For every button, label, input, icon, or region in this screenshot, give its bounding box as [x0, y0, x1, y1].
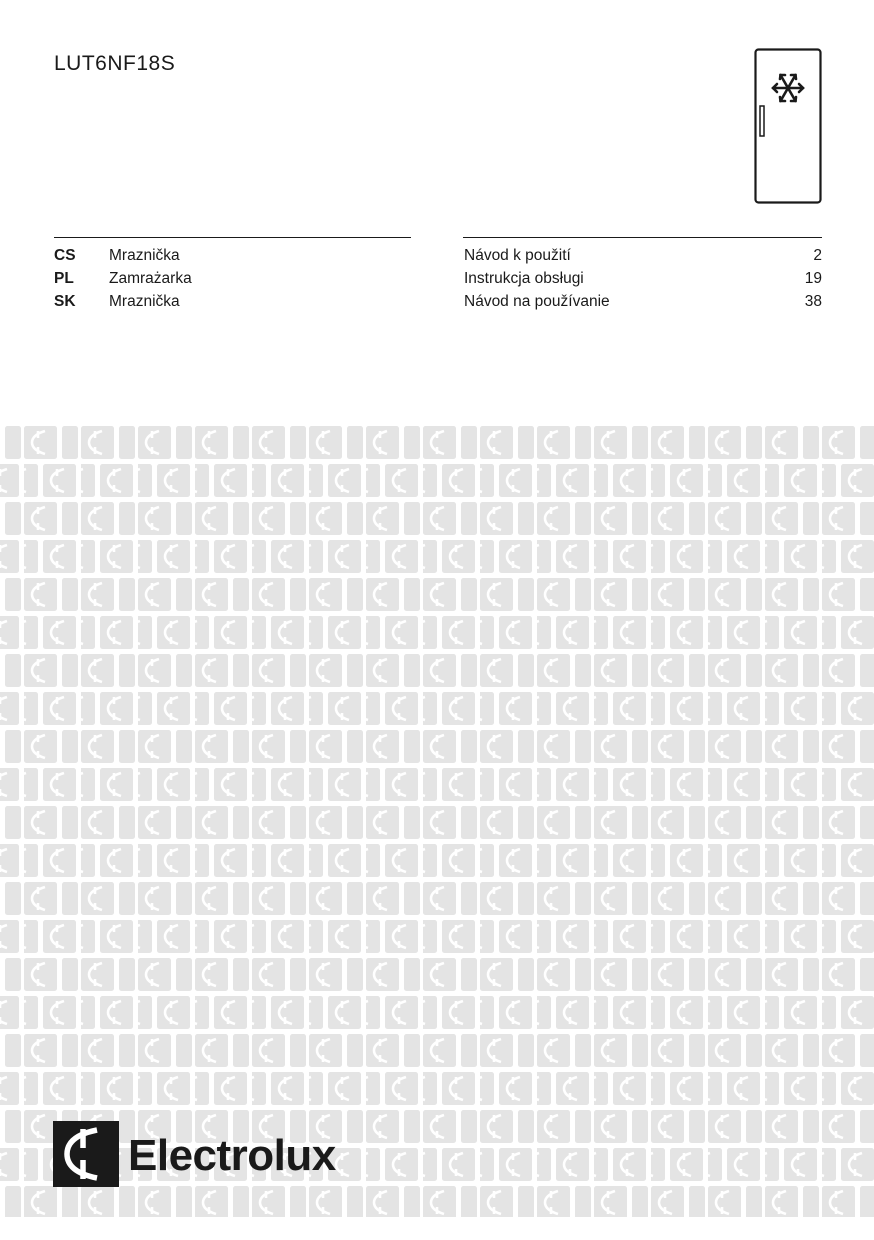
product-name: Mraznička: [109, 293, 180, 310]
toc-entry-sk[interactable]: [464, 293, 822, 316]
divider-right: [463, 237, 822, 238]
toc-page-number: 2: [813, 247, 822, 264]
toc-entry-cs[interactable]: [464, 247, 822, 270]
toc-page-number: 38: [804, 293, 822, 310]
language-row-cs: [54, 247, 414, 270]
toc-title: Návod na používanie: [464, 293, 610, 310]
language-code: PL: [54, 270, 74, 287]
electrolux-logo-icon: [53, 1121, 119, 1187]
brand-name: Electrolux: [128, 1131, 336, 1180]
language-code: SK: [54, 293, 76, 310]
product-name: Zamrażarka: [109, 270, 192, 287]
language-list: [54, 247, 414, 316]
table-of-contents: [464, 247, 822, 316]
freezer-snowflake-icon: [754, 48, 822, 204]
product-name: Mraznička: [109, 247, 180, 264]
toc-entry-pl[interactable]: [464, 270, 822, 293]
language-code: CS: [54, 247, 76, 264]
toc-page-number: 19: [804, 270, 822, 287]
model-number: LUT6NF18S: [54, 52, 176, 75]
language-row-pl: [54, 270, 414, 293]
toc-title: Návod k použití: [464, 247, 571, 264]
divider-left: [54, 237, 411, 238]
toc-title: Instrukcja obsługi: [464, 270, 584, 287]
electrolux-pattern-background: [0, 425, 874, 1217]
language-row-sk: [54, 293, 414, 316]
